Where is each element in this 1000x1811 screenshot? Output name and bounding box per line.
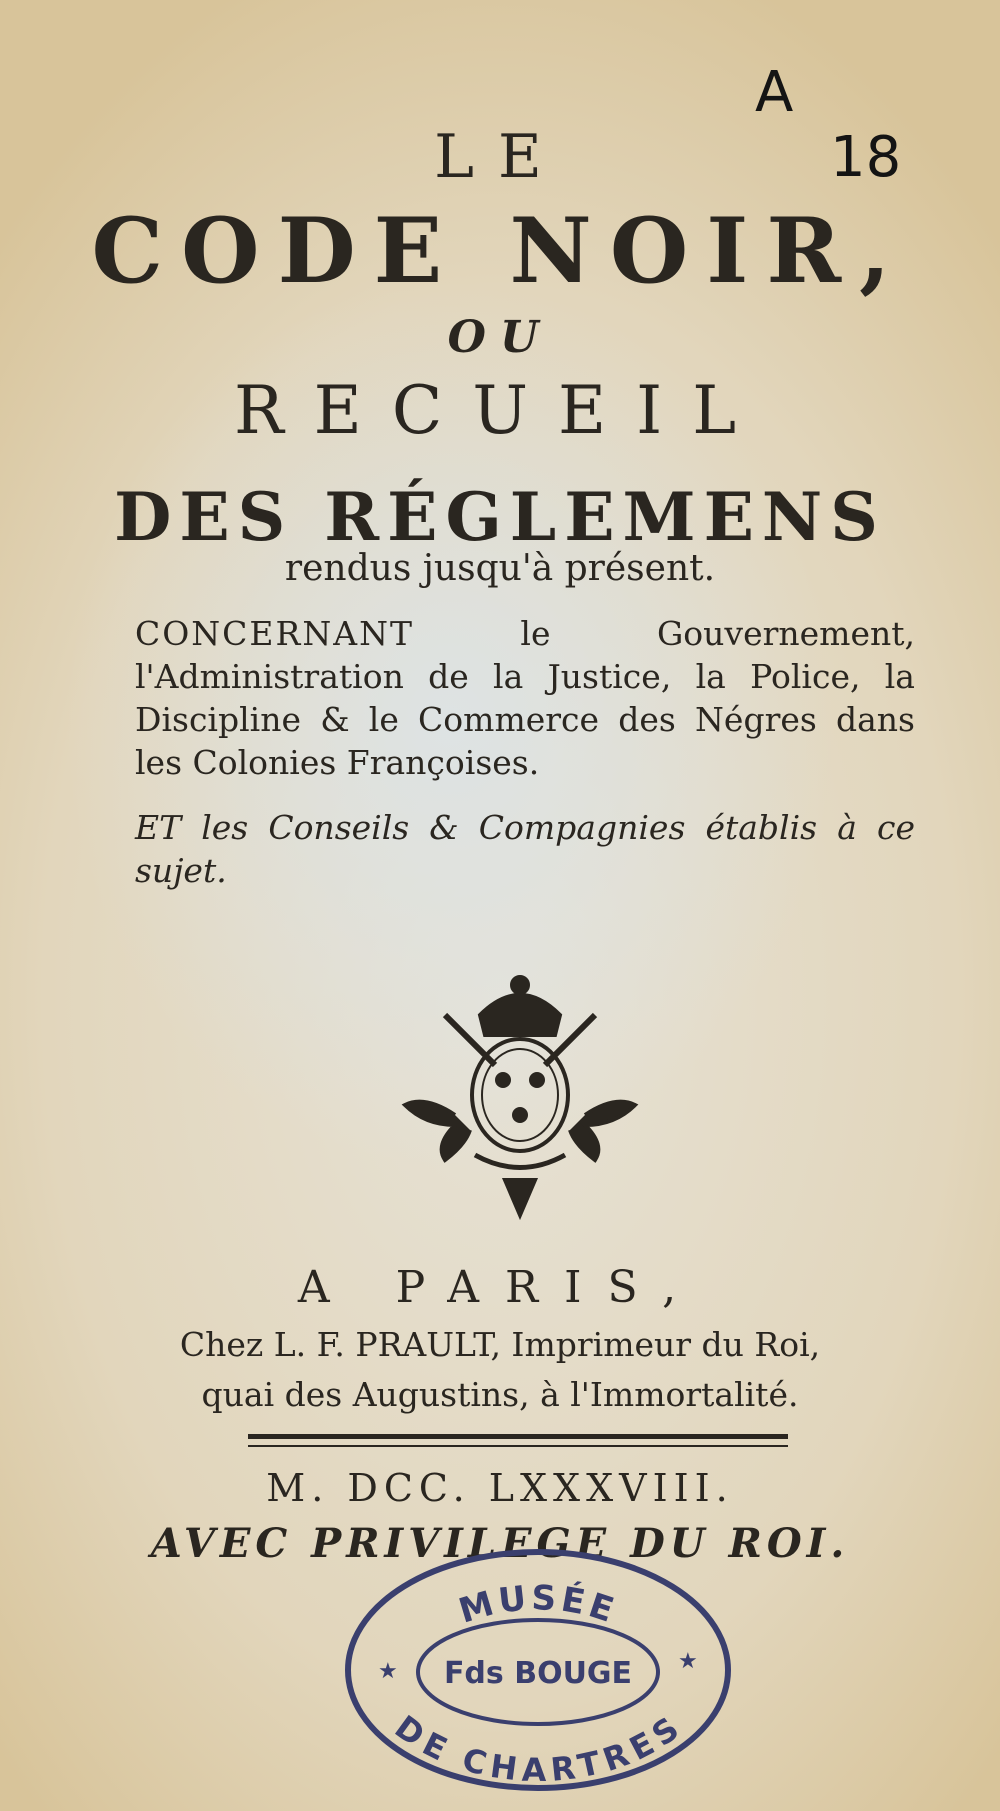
royal-crest-icon <box>385 955 655 1225</box>
title-line-le: LE <box>434 122 566 192</box>
printer-line-1: Chez L. F. PRAULT, Imprimeur du Roi, <box>179 1325 821 1364</box>
double-rule-bottom <box>248 1445 788 1447</box>
svg-text:MUSÉE <box>454 1578 622 1632</box>
concernant-text: le Gouvernement, l'Administration de la Justice, la Police, la Discipline & le Commerce des Négres dans les Colonies Françoises. <box>135 614 915 782</box>
concernant-paragraph <box>135 612 915 784</box>
svg-text:DE CHARTRES <box>388 1708 688 1789</box>
et-paragraph: ET les Conseils & Compagnies établis à ce sujet. <box>135 808 915 890</box>
title-line-recueil: RECUEIL <box>233 372 767 449</box>
printer-line-2: quai des Augustins, à l'Immortalité. <box>201 1375 799 1414</box>
stamp-center-text: Fds BOUGE <box>443 1656 633 1691</box>
subtitle: rendus jusqu'à présent. <box>284 548 716 589</box>
stamp-star-right-icon: ★ <box>678 1649 698 1674</box>
handwritten-number: 18 <box>830 125 902 190</box>
museum-stamp <box>338 1540 738 1795</box>
concernant-lead: CONCERNANT <box>135 614 414 653</box>
title-line-code-noir: CODE NOIR, <box>91 198 909 304</box>
privilege-line: AVEC PRIVILEGE DU ROI. <box>150 1520 850 1567</box>
title-line-ou: OU <box>447 312 553 363</box>
place-line: A PARIS, <box>297 1262 703 1313</box>
handwritten-letter: A <box>755 60 794 125</box>
publication-year: M. DCC. LXXXVIII. <box>266 1466 734 1510</box>
double-rule-top <box>248 1434 788 1439</box>
stamp-bottom-text: DE CHARTRES <box>387 1707 689 1790</box>
stamp-top-text: MUSÉE <box>454 1578 623 1633</box>
title-line-des-reglemens: DES RÉGLEMENS <box>114 478 886 556</box>
stamp-star-left-icon: ★ <box>378 1659 398 1684</box>
